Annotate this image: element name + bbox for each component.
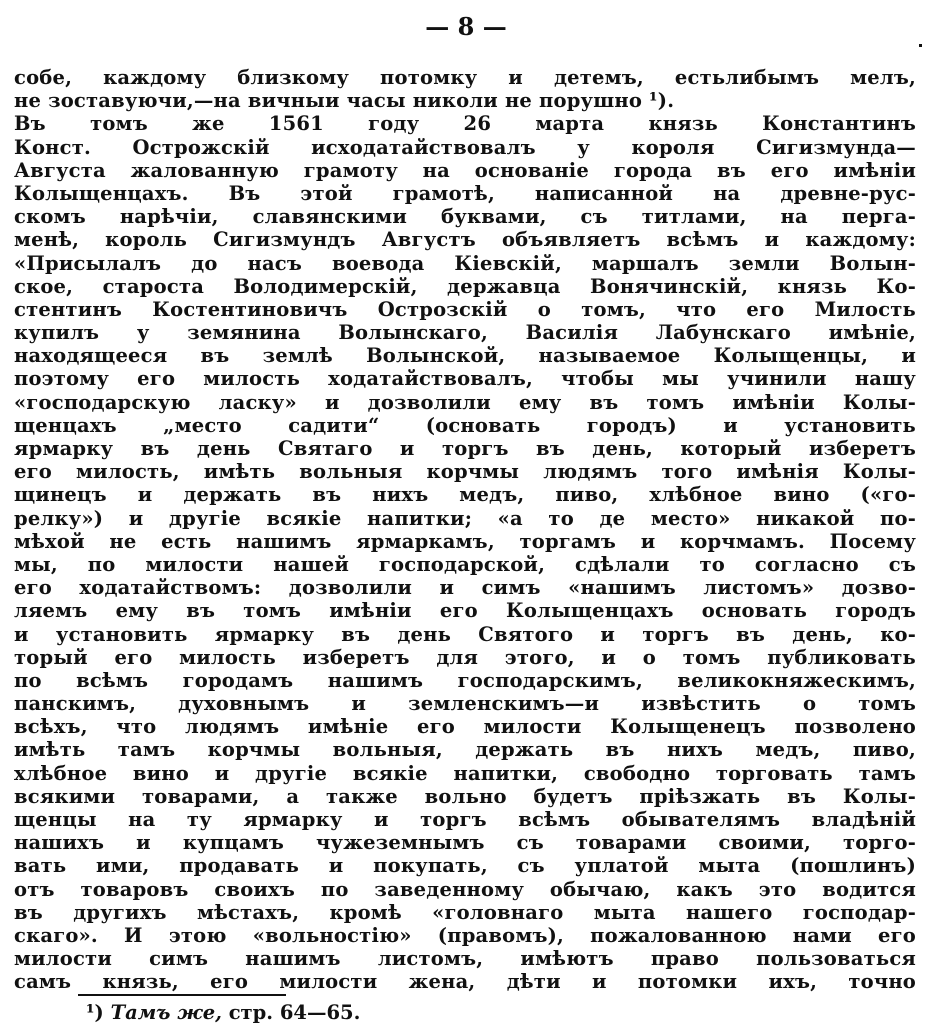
text-line: Колыщенцахъ. Въ этой грамотѣ, написанной на древне-рус-: [14, 181, 916, 205]
footnote-source: Тамъ же,: [110, 1001, 222, 1024]
text-line: самъ князь, его милости жена, дѣти и потомки ихъ, точно: [14, 970, 916, 994]
text-line: всякими товарами, а также вольно будетъ пріѣзжать въ Колы-: [14, 784, 916, 808]
text-line: Въ томъ же 1561 году 26 марта князь Константинъ: [14, 112, 916, 136]
text-line: всѣхъ, что людямъ имѣніе его милости Колыщенецъ позволено: [14, 715, 916, 739]
text-line: имѣть тамъ корчмы вольныя, держать въ нихъ медъ, пиво,: [14, 738, 916, 762]
text-line: милости симъ нашимъ листомъ, имѣютъ право пользоваться: [14, 947, 916, 971]
text-line: мы, по милости нашей господарской, сдѣлали то согласно съ: [14, 552, 916, 576]
text-line: мѣхой не есть нашимъ ярмаркамъ, торгамъ и корчмамъ. Посему: [14, 529, 916, 553]
text-line: ярмарку въ день Святаго и торгъ въ день, который изберетъ: [14, 437, 916, 460]
text-line: щенцахъ „место садити“ (основать городъ) и установить: [14, 413, 916, 437]
text-line: «господарскую ласку» и дозволили ему въ томъ имѣніи Колы-: [14, 390, 916, 414]
text-line: менѣ, король Сигизмундъ Августъ объявляетъ всѣмъ и каждому:: [14, 228, 916, 252]
text-line: панскимъ, духовнымъ и земленскимъ—и извѣстить о томъ: [14, 692, 916, 716]
text-line: щенцы на ту ярмарку и торгъ всѣмъ обывателямъ владѣній: [14, 808, 916, 831]
text-line: ское, староста Володимерскій, державца Вонячинскій, князь Ко-: [14, 274, 916, 298]
text-line: въ другихъ мѣстахъ, кромѣ «головнаго мыта нашего господар-: [14, 900, 916, 924]
text-line: его милость, имѣть вольныя корчмы людямъ того имѣнія Колы-: [14, 460, 916, 484]
text-line: торый его милость изберетъ для этого, и о томъ публиковать: [14, 645, 916, 669]
footnote: [86, 1000, 360, 1026]
text-line: стентинъ Костентиновичъ Острозскій о томъ, что его Милость: [14, 297, 916, 321]
text-line: собе, каждому близкому потомку и детемъ, естьлибымъ мелъ,: [14, 66, 916, 89]
text-line: поэтому его милость ходатайствовалъ, чтобы мы учинили нашу: [14, 367, 916, 391]
text-line: по всѣмъ городамъ нашимъ господарскимъ, великокняжескимъ,: [14, 668, 916, 692]
text-line: хлѣбное вино и другіе всякіе напитки, свободно торговать тамъ: [14, 761, 916, 785]
footnote-marker: ¹): [86, 1001, 104, 1024]
page-number: — 8 —: [425, 12, 507, 41]
print-speck: [919, 44, 922, 47]
footnote-pages: стр. 64—65.: [228, 1001, 361, 1024]
text-line: скомъ нарѣчіи, славянскими буквами, съ титлами, на перга-: [14, 205, 916, 229]
text-line: релку») и другіе всякіе напитки; «а то де место» никакой по-: [14, 506, 916, 530]
body-text: [14, 66, 916, 994]
text-line: скаго». И этою «вольностію» (правомъ), пожалованною нами его: [14, 923, 916, 947]
text-line: ляемъ ему въ томъ имѣніи его Колыщенцахъ основать городъ: [14, 599, 916, 623]
text-line: его ходатайствомъ: дозволили и симъ «нашимъ листомъ» дозво-: [14, 576, 916, 600]
text-line: нашихъ и купцамъ чужеземнымъ съ товарами своими, торго-: [14, 831, 916, 855]
text-line: находящееся въ землѣ Волынской, называемое Колыщенцы, и: [14, 344, 916, 368]
text-line: и установить ярмарку въ день Святого и торгъ въ день, ко-: [14, 622, 916, 646]
text-line: отъ товаровъ своихъ по заведенному обычаю, какъ это водится: [14, 877, 916, 901]
text-line: не зоставуючи,—на вичныи часы николи не порушно ¹).: [14, 89, 675, 113]
text-line: Августа жалованную грамоту на основаніе города въ его имѣніи: [14, 158, 916, 182]
text-line: «Присылалъ до насъ воевода Кіевскій, маршалъ земли Волын-: [14, 251, 916, 275]
text-line: вать ими, продавать и покупать, съ уплатой мыта (пошлинъ): [14, 854, 916, 878]
text-line: купилъ у земянина Волынскаго, Василія Лабунскаго имѣніе,: [14, 321, 916, 345]
text-line: Конст. Острожскій исходатайствовалъ у короля Сигизмунда—: [14, 135, 916, 159]
text-line: щинецъ и держать въ нихъ медъ, пиво, хлѣбное вино («го-: [14, 483, 916, 507]
footnote-divider: [78, 994, 286, 996]
